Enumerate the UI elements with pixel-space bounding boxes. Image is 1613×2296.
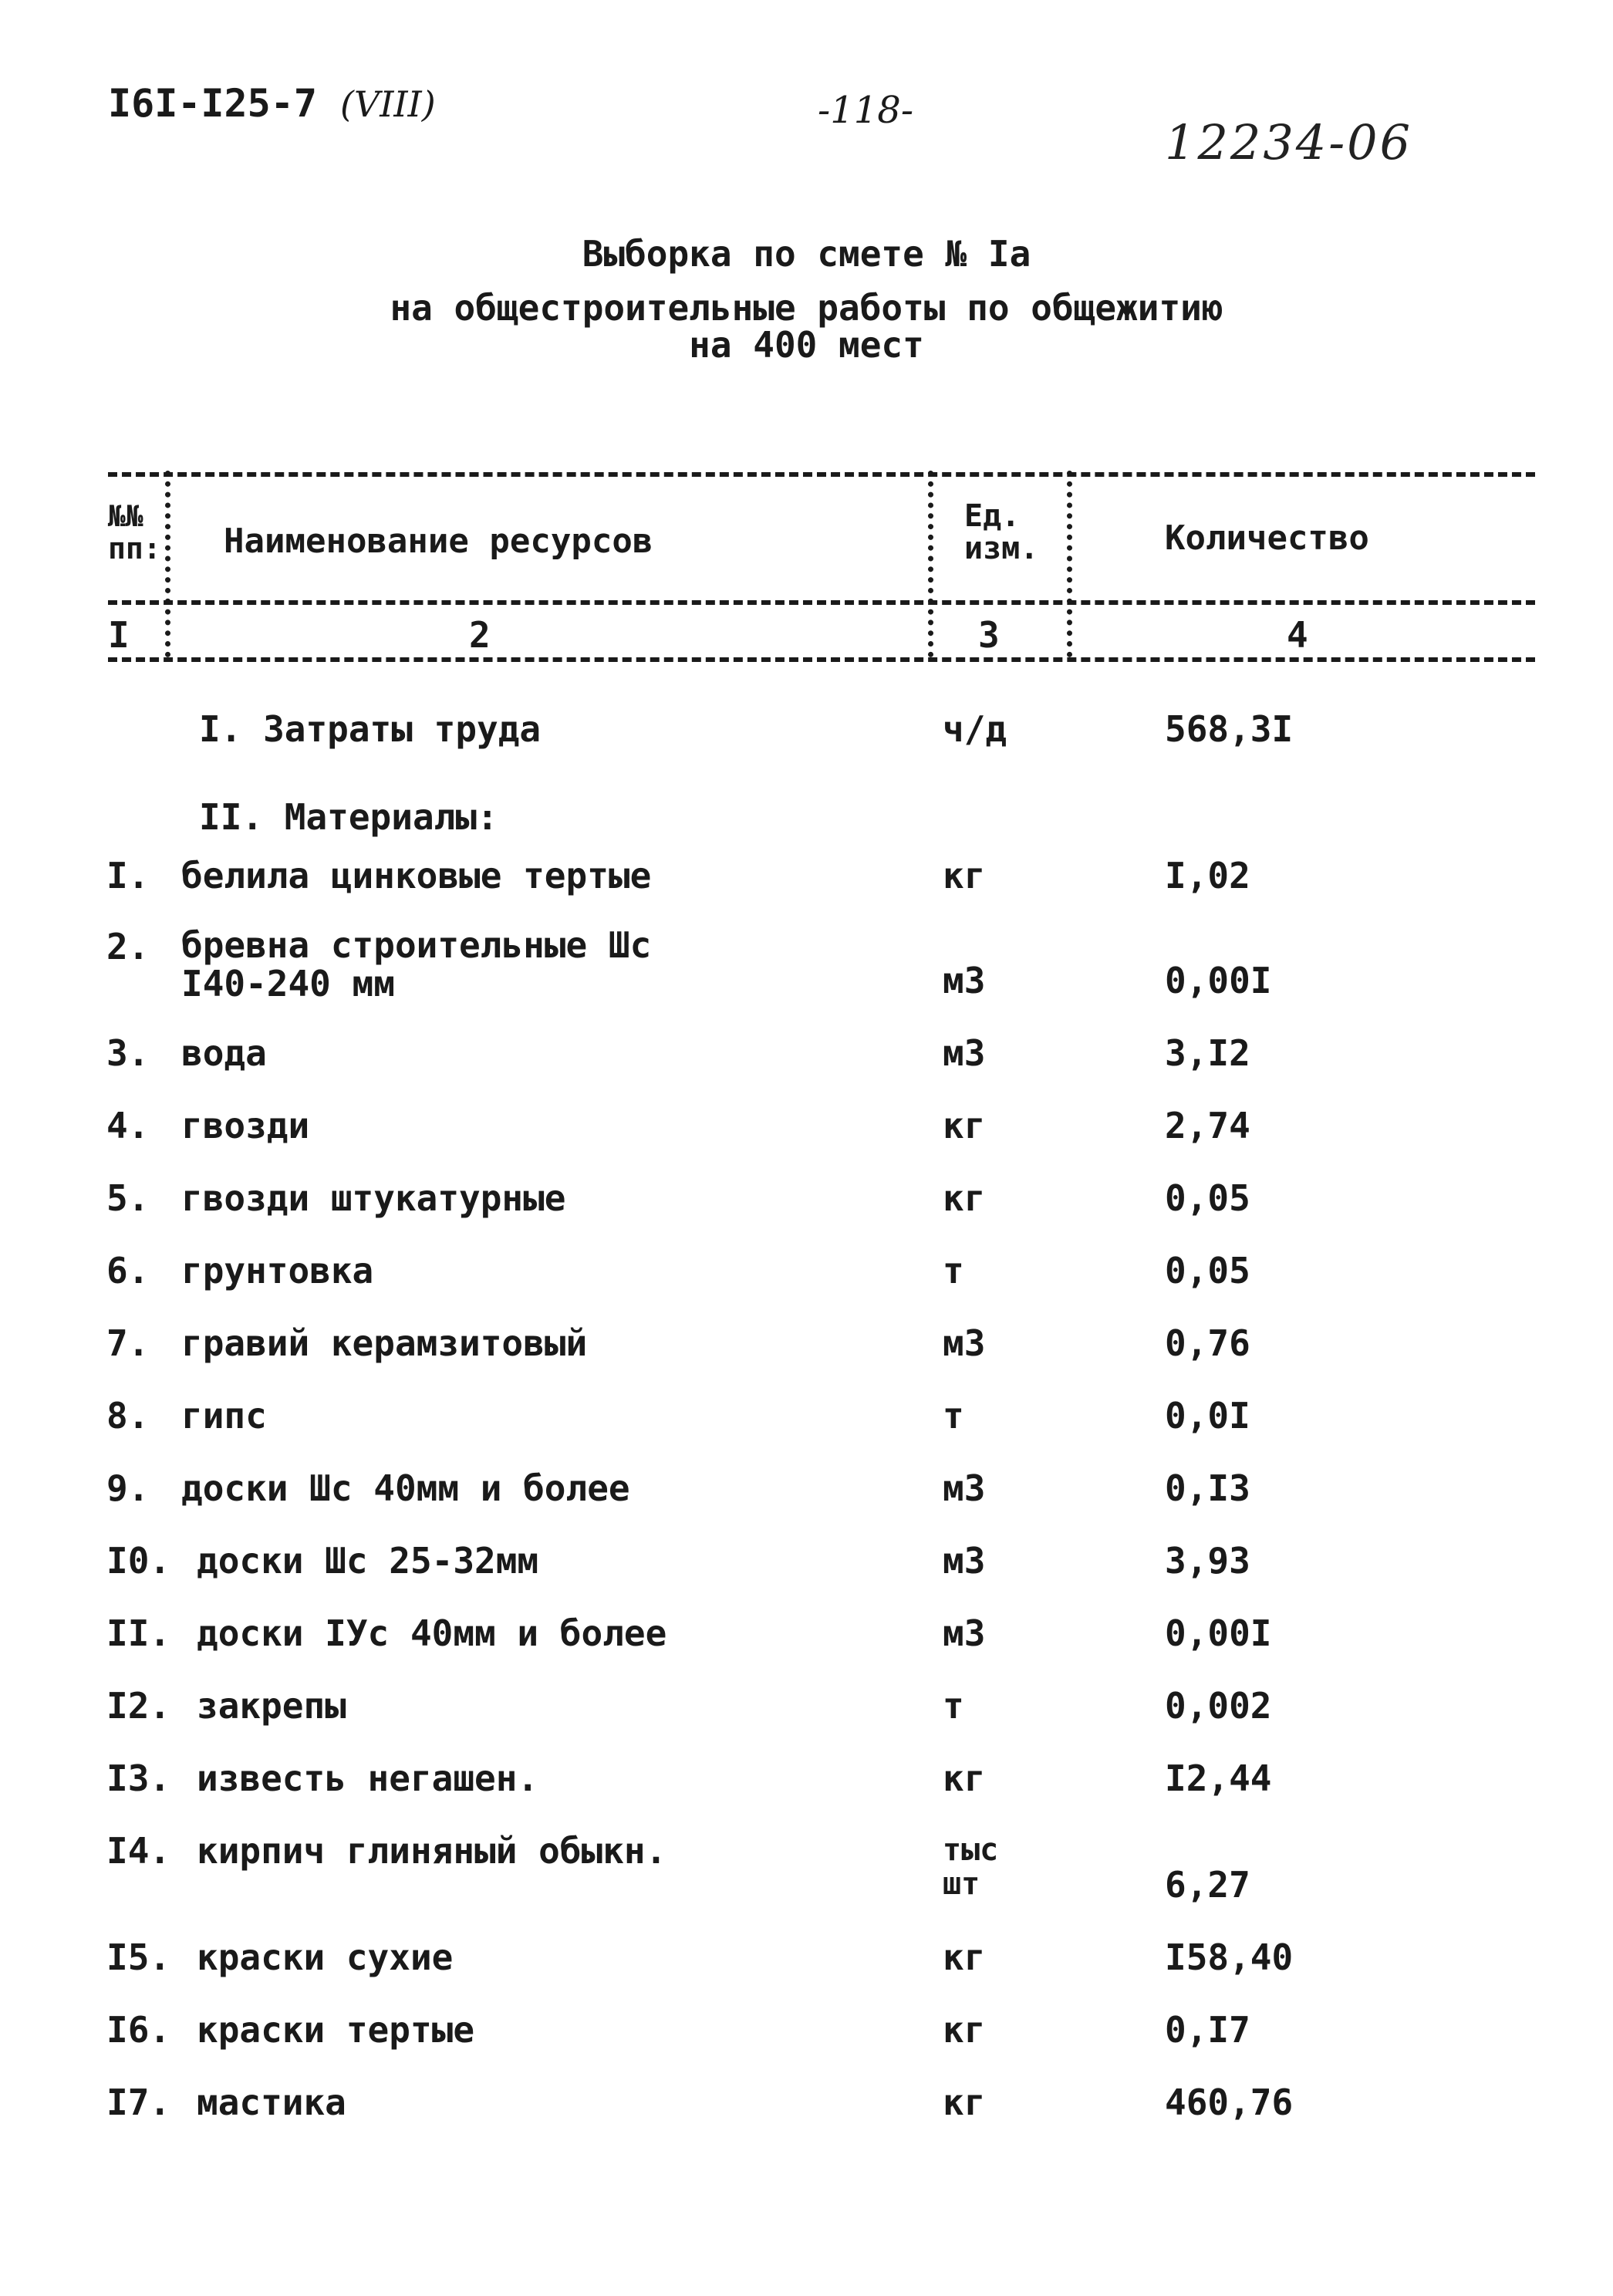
page-number: -118- [818, 89, 914, 132]
column-number-1: I [108, 614, 130, 656]
materials-heading [0, 796, 1613, 842]
labor-row [0, 708, 1613, 755]
document-code-handwritten: (VIII) [340, 83, 436, 125]
table-row: 6. грунтовка т 0,05 [106, 1250, 1250, 1292]
table-head-top-rule [108, 472, 1535, 477]
labor-quantity: 568,3I [1165, 708, 1294, 750]
column-number-2: 2 [469, 614, 491, 656]
table-row: 9. доски Шс 40мм и более м3 0,I3 [106, 1467, 1250, 1509]
column-separator-3 [1067, 471, 1072, 657]
column-header-number: №№ пп: [108, 499, 161, 566]
table-head-bottom-rule [108, 657, 1535, 662]
table-row: 4. гвозди кг 2,74 [106, 1105, 1250, 1146]
column-number-3: 3 [978, 614, 1000, 656]
title-line-1: Выборка по смете № Iа [582, 233, 1031, 275]
materials-title: II. Материалы: [199, 796, 498, 838]
labor-unit: ч/д [943, 708, 1007, 750]
table-row: I4. кирпич глиняный обыкн. тыс шт 6,27 [106, 1830, 1250, 1906]
column-separator-1 [165, 471, 170, 657]
column-number-4: 4 [1287, 614, 1308, 656]
document-code [108, 81, 436, 126]
title-line-2: на общестроительные работы по общежитию [390, 287, 1223, 329]
column-separator-2 [928, 471, 933, 657]
table-row: 2. бревна строительные Шс I40-240 мм м3 0,00I [106, 924, 1272, 1004]
table-row: I. белила цинковые тертые кг I,02 [106, 855, 1250, 896]
archive-number: 12234-06 [1165, 114, 1413, 171]
column-header-name: Наименование ресурсов [224, 522, 653, 561]
table-row: 7. гравий керамзитовый м3 0,76 [106, 1322, 1250, 1364]
table-row: 5. гвозди штукатурные кг 0,05 [106, 1177, 1250, 1219]
title-line-3: на 400 мест [689, 324, 924, 366]
table-row: I2. закрепы т 0,002 [106, 1685, 1272, 1727]
document-code-text: I6I-I25-7 [108, 81, 317, 126]
column-header-quantity: Количество [1165, 518, 1369, 558]
column-header-unit: Ед. изм. [964, 498, 1039, 566]
table-row: I0. доски Шс 25-32мм м3 3,93 [106, 1540, 1250, 1582]
table-row: I7. мастика кг 460,76 [106, 2082, 1294, 2123]
table-row: 3. вода м3 3,I2 [106, 1032, 1250, 1074]
labor-name: I. Затраты труда [199, 708, 542, 750]
table-row: I5. краски сухие кг I58,40 [106, 1936, 1294, 1978]
table-row: I6. краски тертые кг 0,I7 [106, 2009, 1250, 2051]
table-row: 8. гипс т 0,0I [106, 1395, 1250, 1437]
table-row: I3. известь негашен. кг I2,44 [106, 1757, 1272, 1799]
table-head-middle-rule [108, 600, 1535, 605]
table-row: II. доски IУс 40мм и более м3 0,00I [106, 1612, 1272, 1654]
